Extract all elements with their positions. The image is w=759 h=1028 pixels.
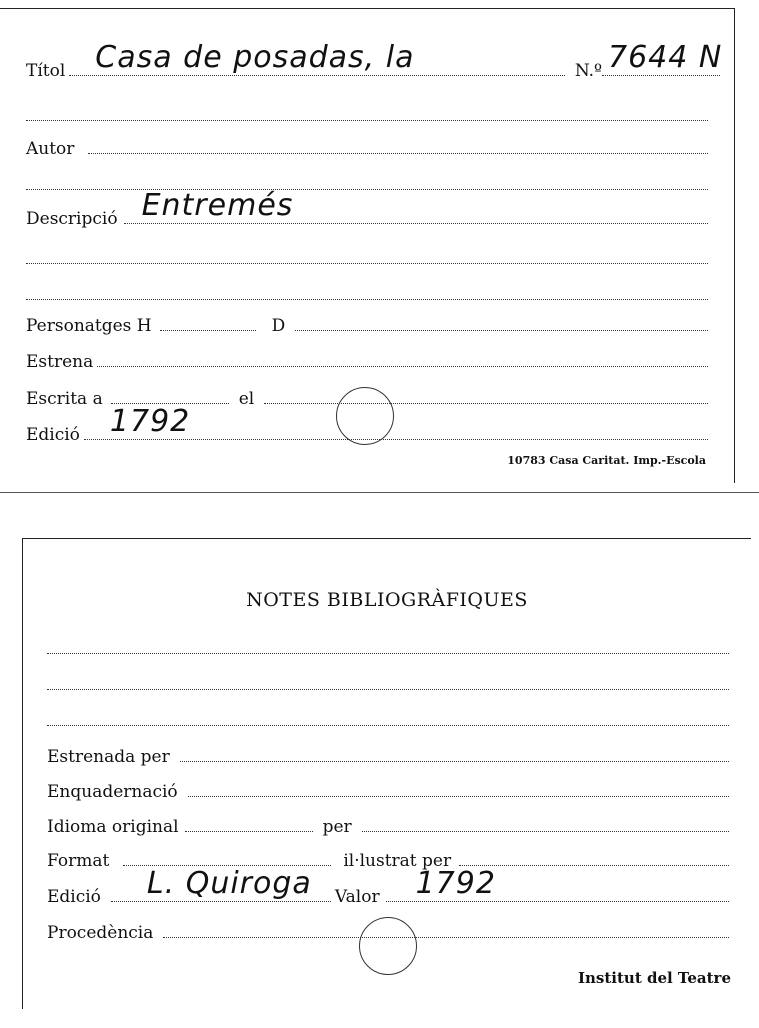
descripcio-row (26, 188, 708, 229)
edicio-label: Edició (26, 425, 80, 445)
estrenada-label: Estrenada per (47, 747, 170, 767)
edicio-valor-row (47, 866, 729, 907)
titol-row (26, 40, 723, 81)
notes-line-1 (47, 653, 729, 654)
el-field (264, 389, 708, 404)
valor-label: Valor (334, 887, 380, 907)
autor-label: Autor (26, 139, 75, 159)
circular-stamp-back (359, 917, 417, 975)
edicio2-label: Edició (47, 887, 101, 907)
per-label: per (322, 817, 352, 837)
enquadernacio-label: Enquadernació (47, 782, 178, 802)
edicio-field (84, 404, 708, 440)
institution-name: Institut del Teatre (577, 969, 731, 987)
estrenada-field (180, 747, 729, 762)
idioma-label: Idioma original (47, 817, 179, 837)
idioma-field (185, 817, 313, 832)
autor-field (88, 139, 708, 154)
escrita-label: Escrita a (26, 389, 103, 409)
descripcio-label: Descripció (26, 209, 118, 229)
num-field (602, 40, 723, 76)
notes-line-3 (47, 725, 729, 726)
format-field (123, 851, 331, 866)
card-divider (0, 492, 759, 493)
enquadernacio-row (47, 782, 729, 802)
circular-stamp (336, 387, 394, 445)
descripcio-field (124, 188, 708, 224)
autor-row (26, 139, 708, 159)
per-field (362, 817, 729, 832)
catalog-card-back (22, 538, 751, 1009)
estrena-label: Estrena (26, 352, 94, 372)
enquadernacio-field (188, 782, 729, 797)
personatges-d-field (295, 316, 708, 331)
illustrat-field (459, 851, 729, 866)
notes-heading: NOTES BIBLIOGRÀFIQUES (246, 589, 528, 611)
personatges-row (26, 316, 708, 336)
edicio2-handwritten-value: L. Quiroga (146, 866, 312, 901)
titol-label: Títol (26, 61, 66, 81)
escrita-a-field (111, 389, 229, 404)
el-label: el (238, 389, 255, 409)
procedencia-field (163, 923, 729, 938)
estrenada-row (47, 747, 729, 767)
titol-continuation-line (26, 120, 708, 121)
autor-continuation-line (26, 189, 708, 190)
format-label: Format (47, 851, 110, 871)
valor-field (386, 866, 729, 902)
descripcio-line-3 (26, 299, 708, 300)
descripcio-handwritten-value: Entremés (141, 188, 294, 223)
valor-handwritten-value: 1792 (415, 866, 496, 901)
personatges-label: Personatges H (26, 316, 152, 336)
edicio2-field (111, 866, 331, 902)
edicio-handwritten-value: 1792 (109, 404, 191, 439)
catalog-card-front (0, 8, 735, 483)
descripcio-line-2 (26, 263, 708, 264)
personatges-d-label: D (271, 316, 286, 336)
printer-imprint: 10783 Casa Caritat. Imp.-Escola (507, 454, 706, 467)
idioma-row (47, 817, 729, 837)
personatges-h-field (160, 316, 256, 331)
illustrat-label: il·lustrat per (343, 851, 452, 871)
notes-line-2 (47, 689, 729, 690)
titol-field (69, 40, 565, 76)
estrena-field (97, 352, 708, 367)
titol-handwritten-value: Casa de posadas, la (95, 40, 415, 75)
procedencia-label: Procedència (47, 923, 154, 943)
num-handwritten-value: 7644 N (608, 40, 723, 75)
num-label: N.º (574, 61, 602, 81)
estrena-row (26, 352, 708, 372)
